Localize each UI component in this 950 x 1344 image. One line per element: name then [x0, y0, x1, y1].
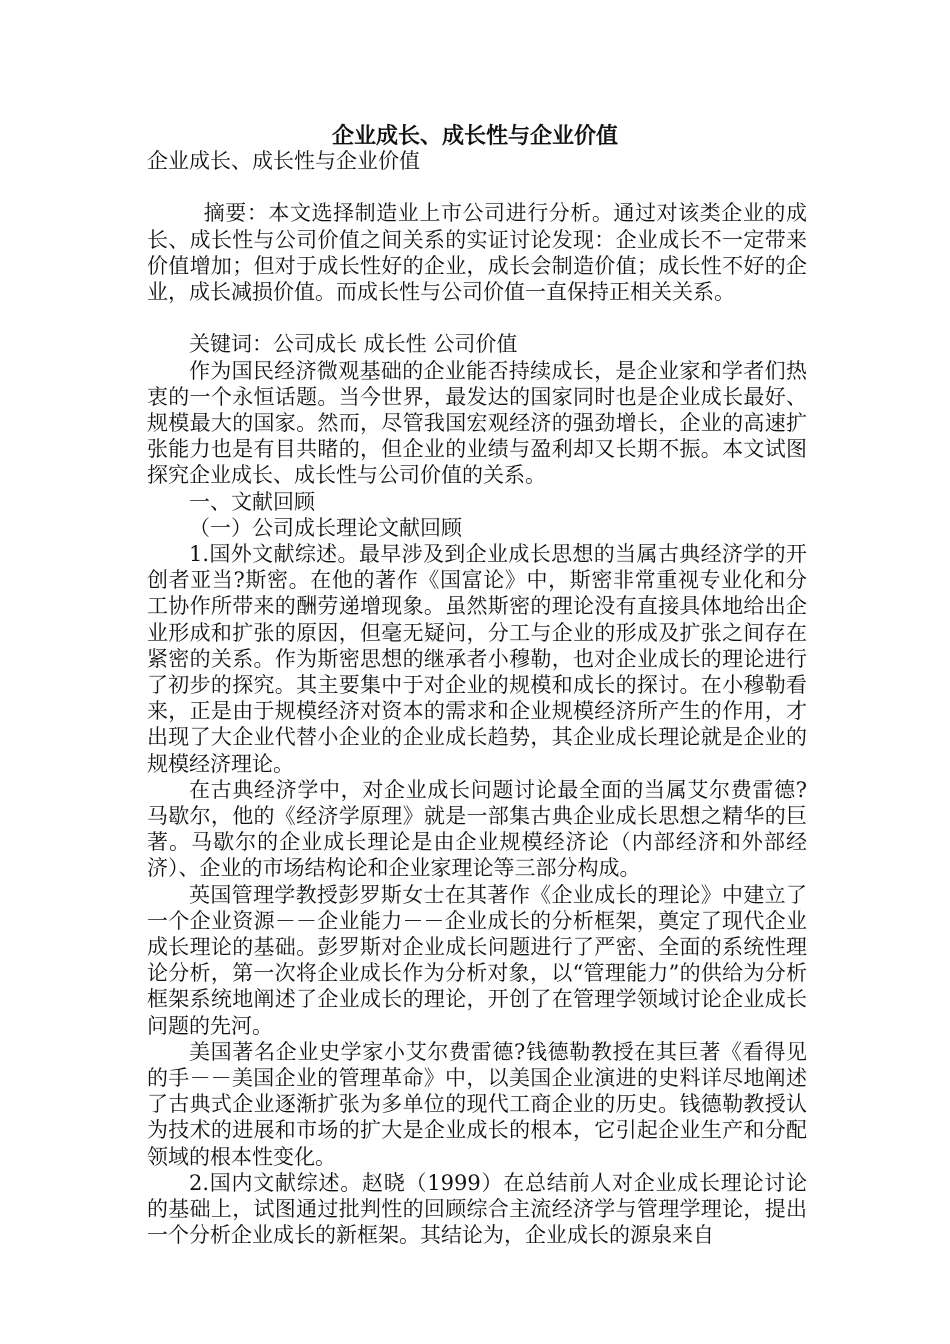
- document-title: 企业成长、成长性与企业价值: [331, 123, 618, 149]
- blank-line: [147, 174, 807, 200]
- document-body: [147, 148, 807, 1249]
- body-paragraph: 英国管理学教授彭罗斯女士在其著作《企业成长的理论》中建立了一个企业资源－－企业能力－－企业成长的分析框架，奠定了现代企业成长理论的基础。彭罗斯对企业成长问题进行了严密、全面的系统性理论分析，第一次将企业成长作为分析对象，以“管理能力”的供给为分析框架系统地阐述了企业成长的理论，开创了在管理学领域讨论企业成长问题的先河。: [147, 882, 807, 1038]
- subsection-heading: （一）公司成长理论文献回顾: [189, 515, 462, 540]
- section-heading: 一、文献回顾: [189, 489, 315, 514]
- blank-line: [147, 305, 807, 331]
- body-paragraph: 美国著名企业史学家小艾尔费雷德?钱德勒教授在其巨著《看得见的手－－美国企业的管理革命》中，以美国企业演进的史料详尽地阐述了古典式企业逐渐扩张为多单位的现代工商企业的历史。钱德勒教授认为技术的进展和市场的扩大是企业成长的根本，它引起企业生产和分配领域的根本性变化。: [147, 1039, 807, 1169]
- keywords-line: 关键词：公司成长 成长性 公司价值: [189, 332, 518, 357]
- abstract-paragraph: 摘要：本文选择制造业上市公司进行分析。通过对该类企业的成长、成长性与公司价值之间关系的实证讨论发现：企业成长不一定带来价值增加；但对于成长性好的企业，成长会制造价值；成长性不好的企业，成长减损价值。而成长性与公司价值一直保持正相关关系。: [147, 201, 807, 304]
- body-paragraph: 作为国民经济微观基础的企业能否持续成长，是企业家和学者们热衷的一个永恒话题。当今世界，最发达的国家同时也是企业成长最好、规模最大的国家。然而，尽管我国宏观经济的强劲增长，企业的高速扩张能力也是有目共睹的，但企业的业绩与盈利却又长期不振。本文试图探究企业成长、成长性与公司价值的关系。: [147, 358, 807, 488]
- body-paragraph: 2.国内文献综述。赵晓（1999）在总结前人对企业成长理论讨论的基础上，试图通过批判性的回顾综合主流经济学与管理学理论，提出一个分析企业成长的新框架。其结论为，企业成长的源泉来自: [147, 1170, 807, 1248]
- body-paragraph: 在古典经济学中，对企业成长问题讨论最全面的当属艾尔费雷德?马歇尔，他的《经济学原理》就是一部集古典企业成长思想之精华的巨著。马歇尔的企业成长理论是由企业规模经济论（内部经济和外部经济）、企业的市场结构论和企业家理论等三部分构成。: [147, 777, 807, 881]
- body-paragraph: 1.国外文献综述。最早涉及到企业成长思想的当属古典经济学的开创者亚当?斯密。在他的著作《国富论》中，斯密非常重视专业化和分工协作所带来的酬劳递增现象。虽然斯密的理论没有直接具体地给出企业形成和扩张的原因，但毫无疑问，分工与企业的形成及扩张之间存在紧密的关系。作为斯密思想的继承者小穆勒，也对企业成长的理论进行了初步的探究。其主要集中于对企业的规模和成长的探讨。在小穆勒看来，正是由于规模经济对资本的需求和企业规模经济所产生的作用，才出现了大企业代替小企业的企业成长趋势，其企业成长理论就是企业的规模经济理论。: [147, 542, 807, 776]
- document-subtitle: 企业成长、成长性与企业价值: [147, 149, 420, 173]
